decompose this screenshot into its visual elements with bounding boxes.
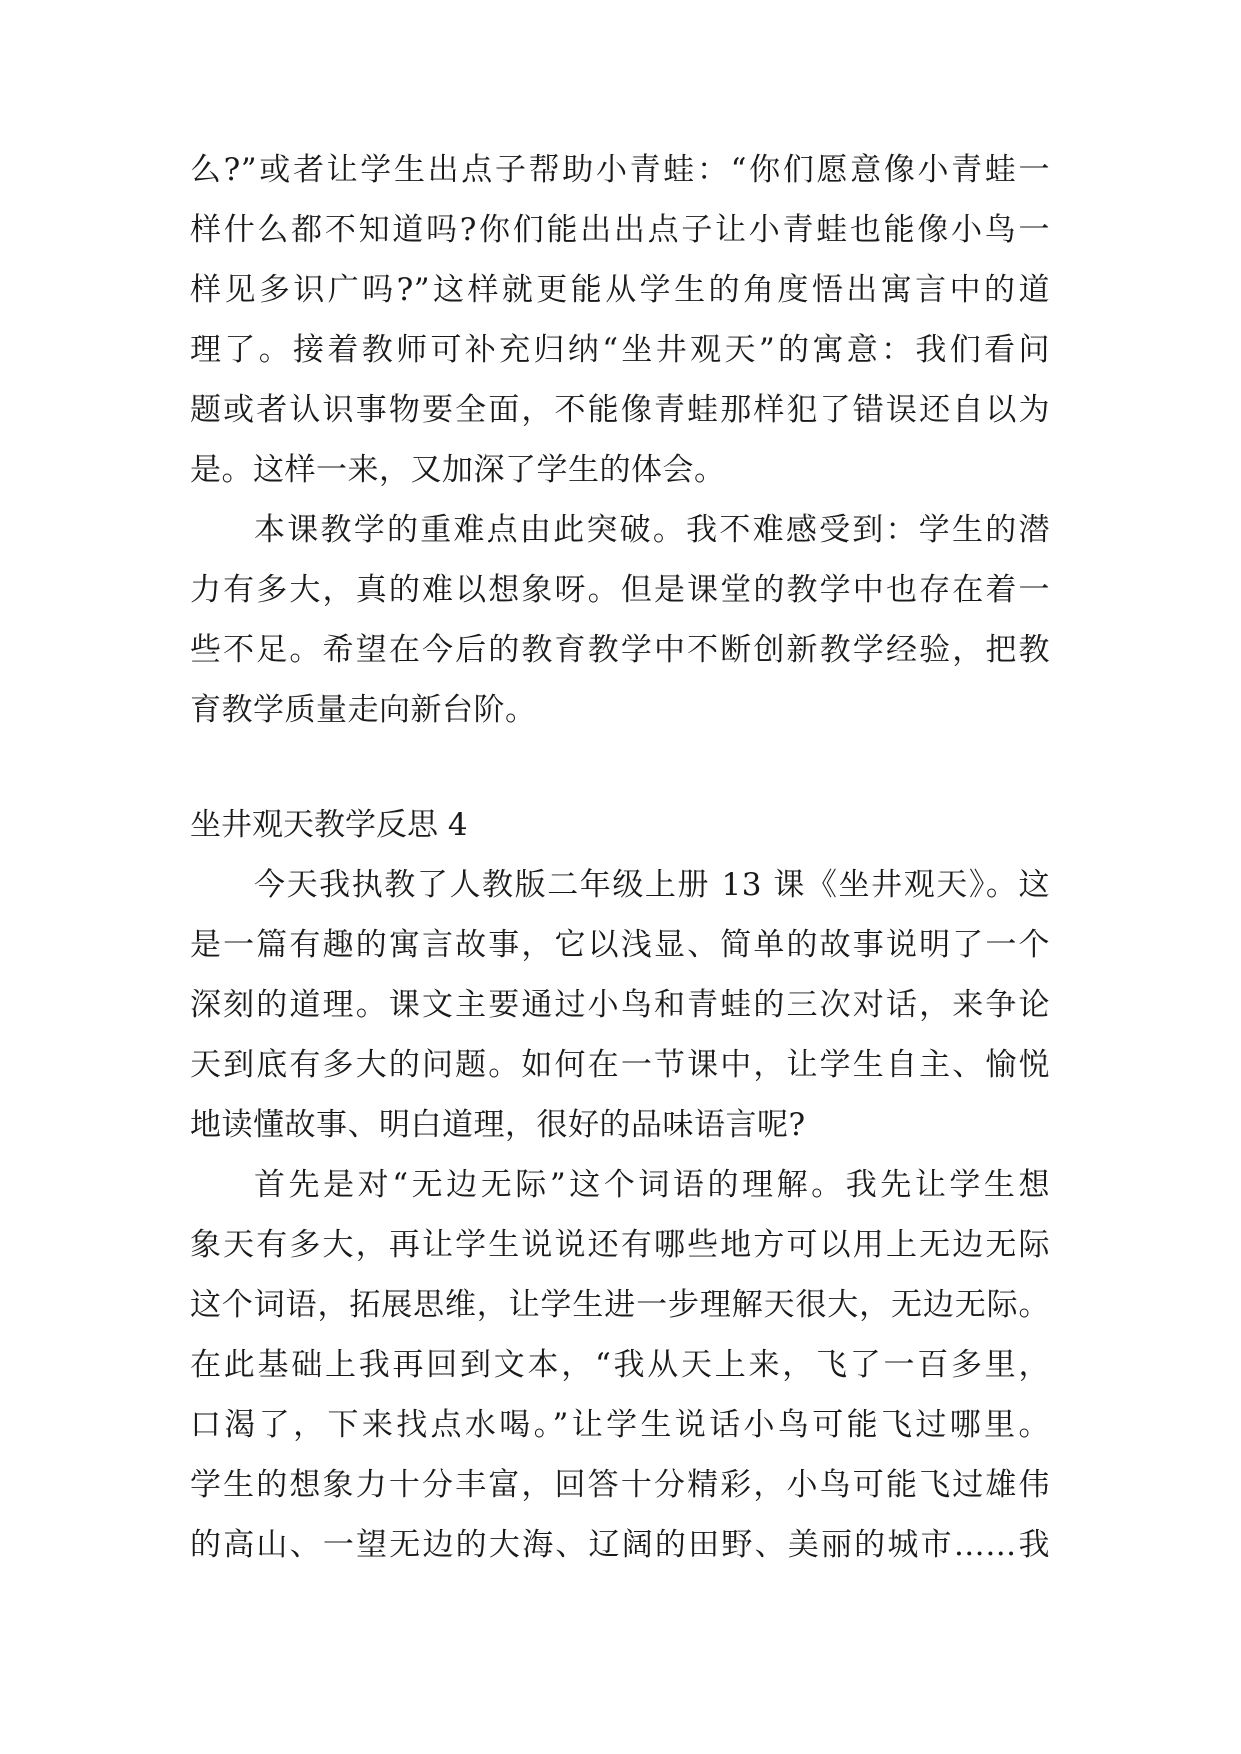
paragraph-line: 学生的想象力十分丰富，回答十分精彩，小鸟可能飞过雄伟 [190,1467,1050,1503]
paragraph-line: 些不足。希望在今后的教育教学中不断创新教学经验，把教 [190,632,1050,668]
paragraph-line: 本课教学的重难点由此突破。我不难感受到：学生的潜 [254,512,1050,548]
paragraph-line: 育教学质量走向新台阶。 [190,692,537,728]
paragraph-line: 是一篇有趣的寓言故事，它以浅显、简单的故事说明了一个 [190,927,1050,963]
paragraph-line: 天到底有多大的问题。如何在一节课中，让学生自主、愉悦 [190,1047,1050,1083]
paragraph-line: 口渴了，下来找点水喝。”让学生说话小鸟可能飞过哪里。 [190,1407,1050,1443]
paragraph-line: 理了。接着教师可补充归纳“坐井观天”的寓意：我们看问 [190,332,1050,368]
paragraph-line: 地读懂故事、明白道理，很好的品味语言呢? [190,1107,806,1143]
paragraph-line: 样什么都不知道吗?你们能出出点子让小青蛙也能像小鸟一 [190,212,1050,248]
paragraph-line: 么?”或者让学生出点子帮助小青蛙：“你们愿意像小青蛙一 [190,152,1050,188]
paragraph-line: 的高山、一望无边的大海、辽阔的田野、美丽的城市……我 [190,1527,1050,1563]
paragraph-line: 首先是对“无边无际”这个词语的理解。我先让学生想 [254,1167,1050,1203]
paragraph-line: 深刻的道理。课文主要通过小鸟和青蛙的三次对话，来争论 [190,987,1050,1023]
paragraph-line: 这个词语，拓展思维，让学生进一步理解天很大，无边无际。 [190,1287,1050,1323]
paragraph-line: 题或者认识事物要全面，不能像青蛙那样犯了错误还自以为 [190,392,1050,428]
paragraph-line: 样见多识广吗?”这样就更能从学生的角度悟出寓言中的道 [190,272,1050,308]
paragraph-line: 在此基础上我再回到文本，“我从天上来，飞了一百多里， [190,1347,1050,1383]
section-heading: 坐井观天教学反思 4 [190,807,468,843]
paragraph-line: 是。这样一来，又加深了学生的体会。 [190,452,726,488]
paragraph-line: 今天我执教了人教版二年级上册 13 课《坐井观天》。这 [254,867,1050,903]
paragraph-line: 象天有多大，再让学生说说还有哪些地方可以用上无边无际 [190,1227,1050,1263]
paragraph-line: 力有多大，真的难以想象呀。但是课堂的教学中也存在着一 [190,572,1050,608]
